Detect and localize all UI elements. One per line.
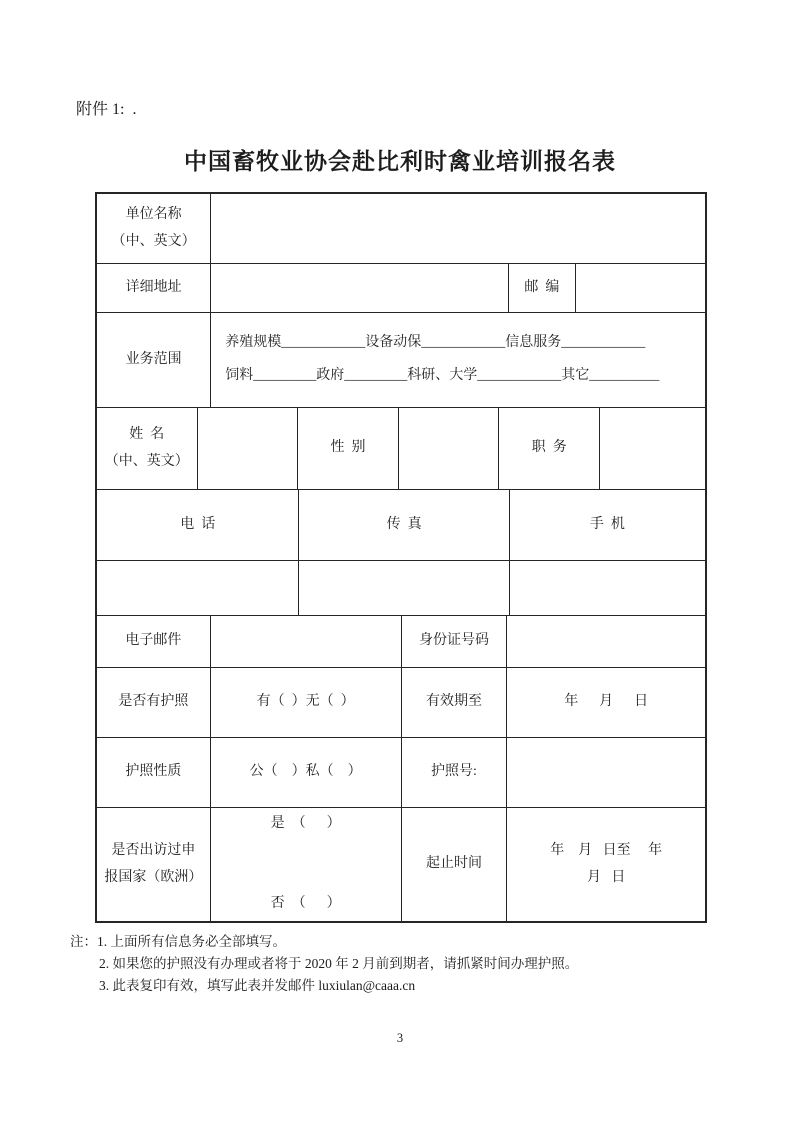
row-visited-countries <box>97 808 705 921</box>
visited-options <box>211 808 402 921</box>
mobile-label: 手 机 <box>589 516 625 532</box>
row-contact-headers <box>97 490 705 561</box>
passport-number-label: 护照号: <box>402 738 508 807</box>
valid-until-label: 有效期至 <box>402 668 508 737</box>
position-value-cell <box>600 408 705 489</box>
valid-until-value: 年 月 日 <box>564 694 649 710</box>
row-unit-name <box>97 194 705 264</box>
row-passport-type <box>97 738 705 808</box>
unit-name-value-cell <box>211 194 705 263</box>
id-number-value-cell <box>507 616 705 667</box>
notes <box>70 931 710 997</box>
address-label: 详细地址 <box>97 264 211 312</box>
notes-prefix: 注： <box>70 934 97 949</box>
fax-value-cell <box>299 561 509 615</box>
period-line1: 年 月 日至 年 <box>550 842 663 858</box>
has-passport-options: 有（ ）无（ ） <box>211 668 402 737</box>
person-name-label: 姓 名 （中、英文） <box>97 408 198 489</box>
period-value <box>507 808 705 921</box>
gender-value-cell <box>399 408 500 489</box>
row-contact-values <box>97 561 705 616</box>
row-email-id <box>97 616 705 668</box>
period-line2: 月 日 <box>586 869 626 885</box>
row-has-passport <box>97 668 705 738</box>
visited-option-no: 否 （ ） <box>270 896 341 912</box>
note-item-2: 2. 如果您的护照没有办理或者将于 2020 年 2 月前到期者，请抓紧时间办理护照。 <box>99 955 579 971</box>
page-number: 3 <box>396 1031 404 1045</box>
note-line-1 <box>70 931 710 953</box>
visited-option-yes: 是 （ ） <box>270 816 341 832</box>
period-label: 起止时间 <box>402 808 508 921</box>
business-scope-value-cell <box>211 313 705 407</box>
row-business-scope <box>97 313 705 408</box>
unit-name-label: 单位名称 （中、英文） <box>97 194 211 263</box>
business-scope-line1: 养殖规模____________设备动保____________信息服务____________ <box>225 335 646 351</box>
passport-number-value-cell <box>507 738 705 807</box>
attachment-label: 附件 1: . <box>76 101 137 118</box>
postcode-value-cell <box>576 264 705 312</box>
row-address <box>97 264 705 313</box>
business-scope-label: 业务范围 <box>97 313 211 407</box>
row-person-name <box>97 408 705 490</box>
registration-form-table <box>95 192 707 923</box>
form-title: 中国畜牧业协会赴比利时禽业培训报名表 <box>184 148 616 174</box>
mobile-value-cell <box>510 561 705 615</box>
has-passport-label: 是否有护照 <box>97 668 211 737</box>
visited-label: 是否出访过申 报国家（欧洲） <box>97 808 211 921</box>
note-item-1: 1. 上面所有信息务必全部填写。 <box>97 934 286 949</box>
email-label: 电子邮件 <box>97 616 211 667</box>
person-name-value-cell <box>198 408 299 489</box>
note-item-3: 3. 此表复印有效，填写此表并发邮件 luxiulan@caaa.cn <box>99 977 416 993</box>
passport-type-label: 护照性质 <box>97 738 211 807</box>
address-value-cell <box>211 264 508 312</box>
gender-label: 性 别 <box>298 408 399 489</box>
passport-type-options: 公（ ）私（ ） <box>211 738 402 807</box>
position-label: 职 务 <box>499 408 600 489</box>
email-value-cell <box>211 616 402 667</box>
fax-label: 传 真 <box>299 490 509 560</box>
id-number-label: 身份证号码 <box>402 616 508 667</box>
phone-value-cell <box>97 561 299 615</box>
postcode-label: 邮 编 <box>509 264 576 312</box>
phone-label: 电 话 <box>97 490 299 560</box>
business-scope-line2: 饲料_________政府_________科研、大学____________其它__________ <box>225 368 660 383</box>
